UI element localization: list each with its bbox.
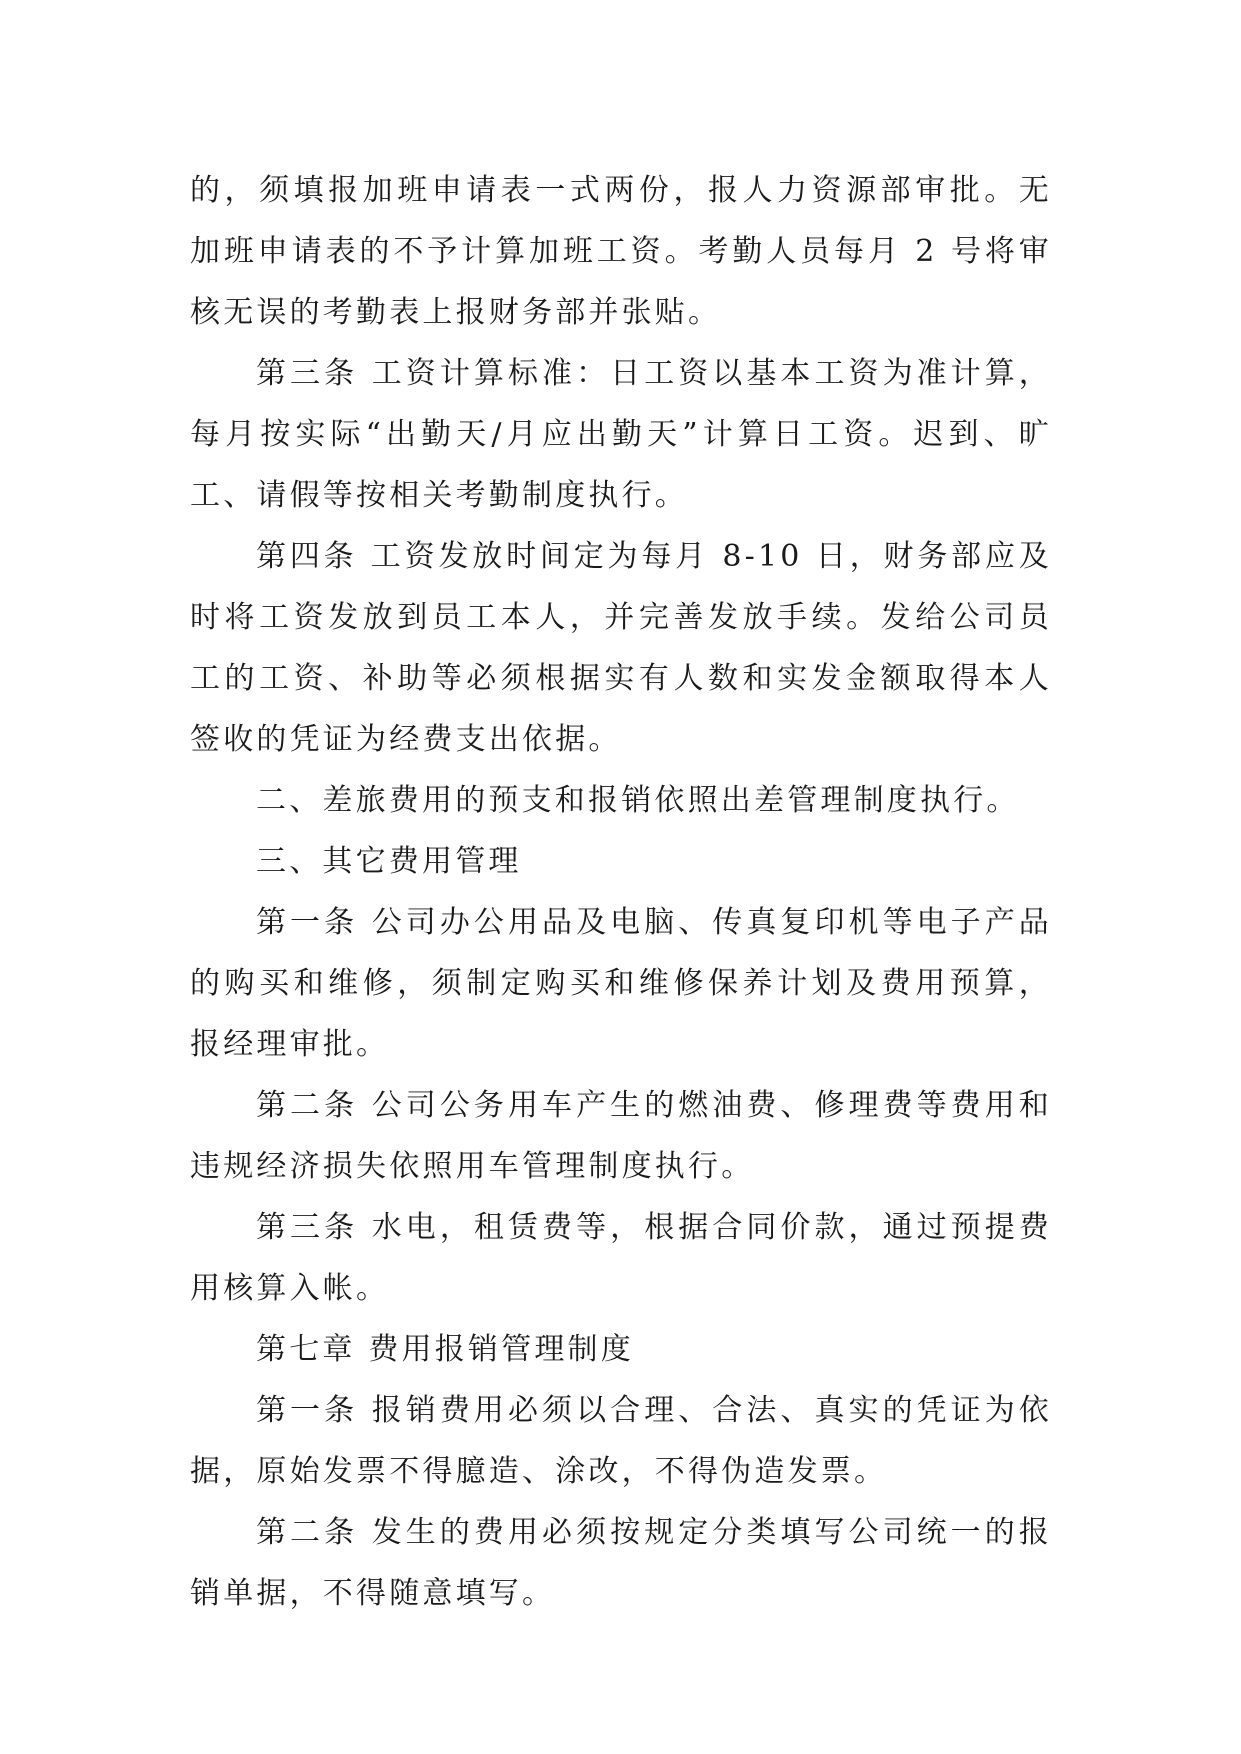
paragraph-article-3-utilities-rent: 第三条 水电，租赁费等，根据合同价款，通过预提费用核算入帐。 [190, 1210, 1052, 1306]
paragraph-travel-expenses: 二、差旅费用的预支和报销依照出差管理制度执行。 [256, 783, 1020, 818]
paragraph-article-2-vehicle-costs: 第二条 公司公务用车产生的燃油费、修理费等费用和违规经济损失依照用车管理制度执行。 [190, 1088, 1052, 1184]
heading-other-expenses: 三、其它费用管理 [256, 844, 522, 879]
paragraph-article-3-salary-standard: 第三条 工资计算标准：日工资以基本工资为准计算，每月按实际“出勤天/月应出勤天”计算日工资。迟到、旷工、请假等按相关考勤制度执行。 [190, 356, 1052, 513]
paragraph-article-1-office-supplies: 第一条 公司办公用品及电脑、传真复印机等电子产品的购买和维修，须制定购买和维修保养计划及费用预算，报经理审批。 [190, 905, 1052, 1062]
paragraph-article-2-reimbursement-forms: 第二条 发生的费用必须按规定分类填写公司统一的报销单据，不得随意填写。 [190, 1515, 1052, 1611]
paragraph-overtime-continuation: 的，须填报加班申请表一式两份，报人力资源部审批。无加班申请表的不予计算加班工资。考勤人员每月 2 号将审核无误的考勤表上报财务部并张贴。 [190, 173, 1052, 330]
paragraph-article-4-salary-payment: 第四条 工资发放时间定为每月 8-10 日，财务部应及时将工资发放到员工本人，并完善发放手续。发给公司员工的工资、补助等必须根据实有人数和实发金额取得本人签收的凭证为经费支出依据。 [190, 539, 1052, 757]
heading-chapter-7: 第七章 费用报销管理制度 [256, 1332, 634, 1367]
document-body [190, 160, 1052, 1624]
paragraph-article-1-reimbursement-vouchers: 第一条 报销费用必须以合理、合法、真实的凭证为依据，原始发票不得臆造、涂改，不得伪造发票。 [190, 1393, 1052, 1489]
